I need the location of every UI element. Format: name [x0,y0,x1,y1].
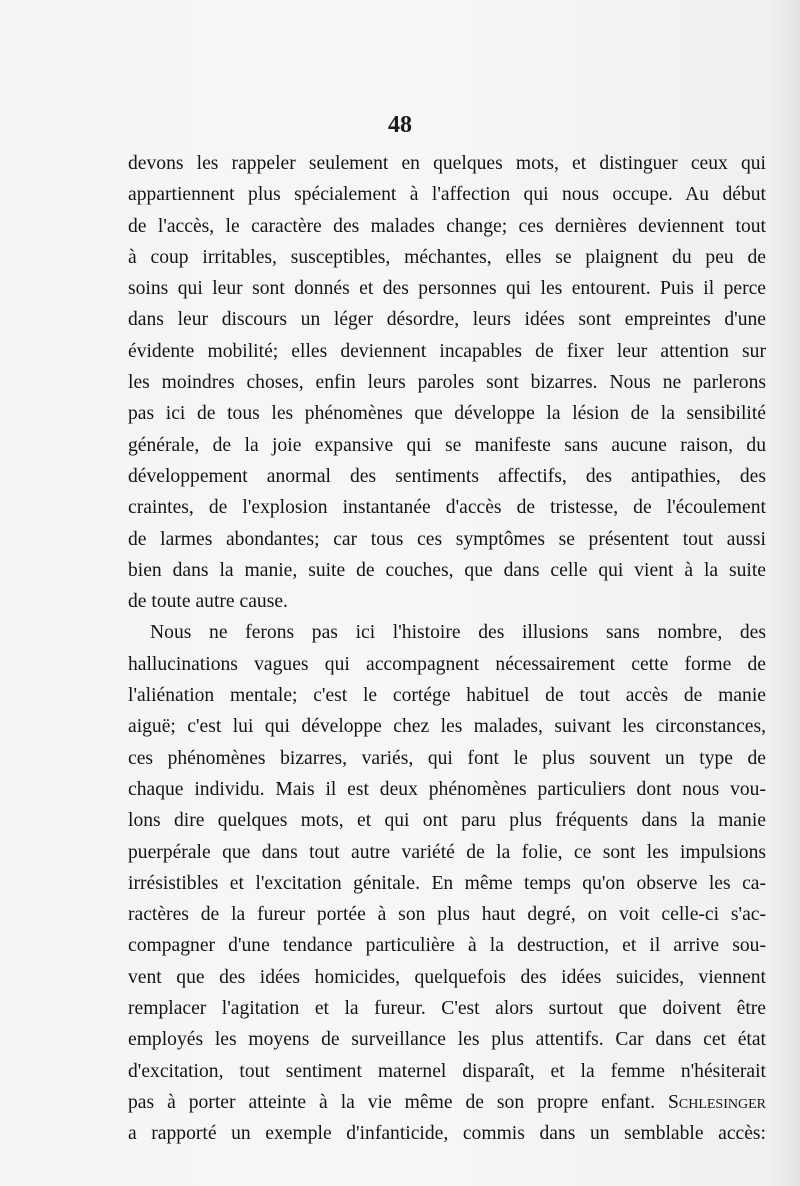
text-line: hallucinations vagues qui accompagnent nécessairement cette forme de [128,653,766,675]
text-line: ces phénomènes bizarres, variés, qui font le plus souvent un type de [128,747,766,769]
text-line: appartiennent plus spécialement à l'affection qui nous occupe. Au début [128,184,766,206]
text-line: remplacer l'agitation et la fureur. C'est alors surtout que doivent être [128,998,766,1020]
text-line: l'aliénation mentale; c'est le cortége habituel de tout accès de manie [128,685,766,707]
text-line: de l'accès, le caractère des malades change; ces dernières deviennent tout [128,215,766,237]
text-line: devons les rappeler seulement en quelques mots, et distinguer ceux qui [128,153,766,174]
text-line-prefix: pas à porter atteinte à la vie même de son propre enfant. [128,1091,656,1113]
text-line: soins qui leur sont donnés et des personnes qui les entourent. Puis il perce [128,278,766,300]
text-line: les moindres choses, enfin leurs paroles sont bizarres. Nous ne parlerons [128,372,766,394]
text-line: irrésistibles et l'excitation génitale. En même temps qu'on observe les ca- [128,872,766,894]
text-line: employés les moyens de surveillance les plus attentifs. Car dans cet état [128,1029,766,1051]
text-line: vent que des idées homicides, quelquefois des idées suicides, viennent [128,966,766,988]
text-line: dans leur discours un léger désordre, leurs idées sont empreintes d'une [128,309,766,331]
text-line: craintes, de l'explosion instantanée d'accès de tristesse, de l'écoulement [128,497,766,519]
text-line: pas ici de tous les phénomènes que développe la lésion de la sensibilité [128,403,766,425]
text-line: développement anormal des sentiments affectifs, des antipathies, des [128,465,766,487]
text-line: Nous ne ferons pas ici l'histoire des illusions sans nombre, des [150,622,766,644]
text-line: lons dire quelques mots, et qui ont paru plus fréquents dans la manie [128,810,766,832]
text-line: a rapporté un exemple d'infanticide, commis dans un semblable accès: [128,1123,766,1145]
paragraph-1 [128,148,766,617]
body-text [128,148,766,1150]
text-line: aiguë; c'est lui qui développe chez les malades, suivant les circonstances, [128,716,766,738]
text-line: bien dans la manie, suite de couches, que dans celle qui vient à la suite [128,559,766,581]
text-line: de larmes abondantes; car tous ces symptômes se présentent tout aussi [128,528,766,550]
text-line: de toute autre cause. [128,591,288,613]
text-line: compagner d'une tendance particulière à la destruction, et il arrive sou- [128,935,766,957]
text-line: générale, de la joie expansive qui se manifeste sans aucune raison, du [128,434,766,456]
text-line: puerpérale que dans tout autre variété de la folie, ce sont les impulsions [128,841,766,863]
text-line: à coup irritables, susceptibles, méchantes, elles se plaignent du peu de [128,246,766,268]
text-line: ractères de la fureur portée à son plus haut degré, on voit celle-ci s'ac- [128,904,766,926]
text-line: d'excitation, tout sentiment maternel disparaît, et la femme n'hésiterait [128,1060,766,1082]
text-line: chaque individu. Mais il est deux phénomènes particuliers dont nous vou- [128,778,766,800]
paragraph-2 [128,617,766,1149]
text-line: évidente mobilité; elles deviennent incapables de fixer leur attention sur [128,340,766,362]
page-number: 48 [388,112,412,138]
author-name: Schlesinger [667,1091,766,1113]
text-line [128,1087,766,1118]
